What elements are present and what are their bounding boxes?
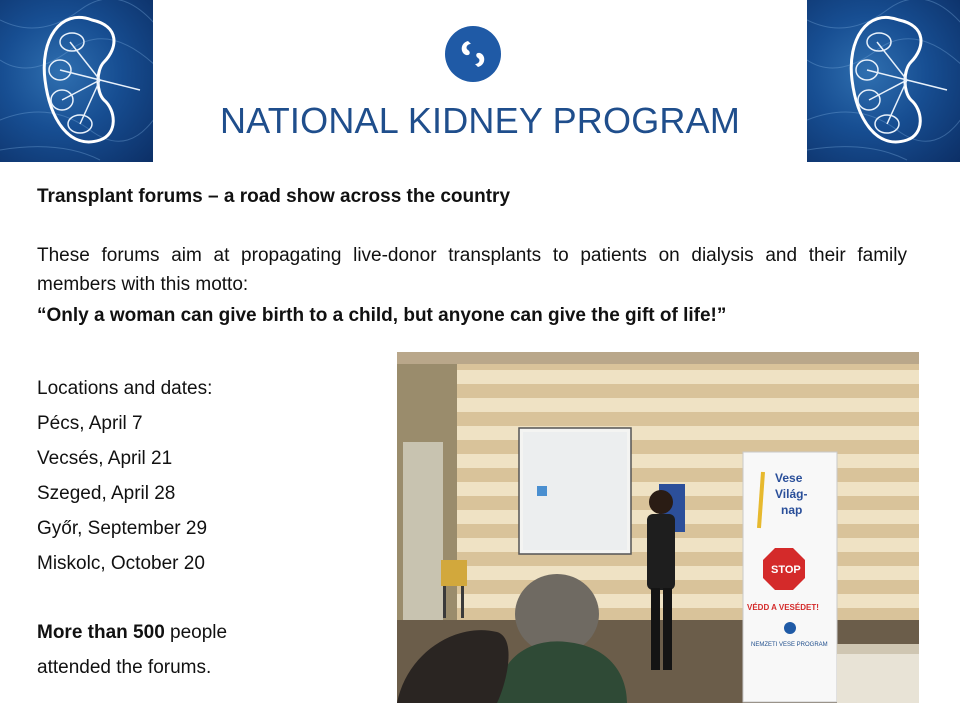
banner-title-1: Vese <box>775 471 803 485</box>
attendance-text <box>37 619 227 689</box>
attendance-line-2: attended the forums. <box>37 657 212 678</box>
stop-sign-text: STOP <box>771 564 801 576</box>
intro-paragraph: These forums aim at propagating live-donor transplants to patients on dialysis and their family members with this motto: <box>37 245 907 295</box>
location-item: Miskolc, October 20 <box>37 553 205 574</box>
kidney-illustration-icon <box>807 0 960 162</box>
attendance-count: More than 500 <box>37 622 165 643</box>
header-image-right <box>807 0 960 162</box>
event-photo <box>397 352 919 703</box>
kidney-illustration-icon <box>0 0 153 162</box>
locations-list <box>37 375 212 585</box>
kidney-program-logo-icon <box>444 25 502 83</box>
location-item: Győr, September 29 <box>37 518 208 539</box>
attendance-rest: people <box>164 622 228 643</box>
location-item: Vecsés, April 21 <box>37 448 173 469</box>
attendance-line-1 <box>37 619 227 654</box>
banner-title-3: nap <box>781 503 803 517</box>
location-item: Szeged, April 28 <box>37 483 176 504</box>
page-title: NATIONAL KIDNEY PROGRAM <box>219 100 741 141</box>
location-item: Pécs, April 7 <box>37 413 143 434</box>
section-subtitle: Transplant forums – a road show across the country <box>37 186 511 207</box>
banner-footer: NEMZETI VESE PROGRAM <box>751 642 828 648</box>
locations-heading: Locations and dates: <box>37 378 213 399</box>
banner-slogan: VÉDD A VESÉDET! <box>747 603 819 612</box>
header-image-left <box>0 0 153 162</box>
motto-text: “Only a woman can give birth to a child, but anyone can give the gift of life!” <box>37 305 727 326</box>
banner-title-2: Világ- <box>775 487 808 501</box>
